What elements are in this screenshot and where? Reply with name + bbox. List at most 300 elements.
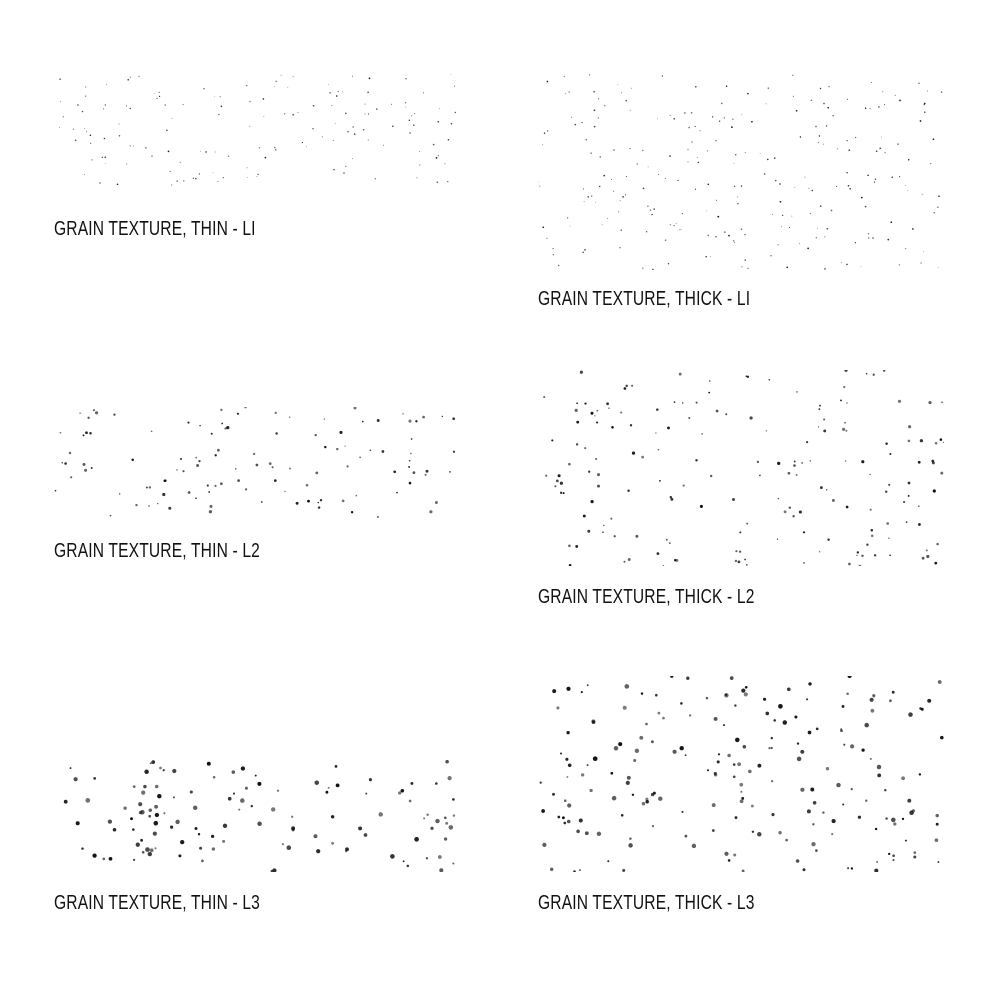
grain-dot <box>76 821 80 825</box>
grain-dot <box>908 495 910 497</box>
grain-dot <box>655 694 658 697</box>
grain-dot <box>588 471 590 473</box>
grain-dot <box>132 828 135 831</box>
grain-dot <box>724 693 728 697</box>
grain-dot <box>195 457 197 459</box>
grain-dot <box>590 152 592 154</box>
grain-dot <box>607 860 609 862</box>
grain-dot <box>584 249 586 251</box>
grain-dot <box>855 242 856 243</box>
grain-dot <box>383 145 384 146</box>
grain-dot <box>819 408 821 410</box>
grain-dot <box>583 515 586 518</box>
grain-dot <box>909 810 914 815</box>
grain-swatch-thick-l2 <box>538 370 944 566</box>
grain-dot <box>409 132 410 133</box>
grain-dot <box>142 851 145 854</box>
grain-dot <box>665 239 667 241</box>
grain-dot <box>163 769 165 771</box>
grain-dot <box>362 421 364 423</box>
grain-dot <box>669 542 671 544</box>
grain-dot <box>610 518 612 520</box>
grain-dot <box>811 100 812 101</box>
grain-dot <box>745 686 748 689</box>
grain-dot <box>832 499 835 502</box>
grain-dot <box>83 463 86 466</box>
grain-dot <box>803 562 805 564</box>
grain-dot <box>565 93 566 94</box>
grain-dot <box>673 118 675 120</box>
grain-dot <box>889 554 891 556</box>
grain-dot <box>155 813 159 817</box>
grain-dot <box>284 113 285 114</box>
grain-dot <box>846 172 847 173</box>
grain-dot <box>86 131 87 132</box>
grain-dot <box>597 485 600 488</box>
grain-dot <box>154 805 158 809</box>
grain-dot <box>778 831 781 834</box>
grain-dot <box>710 475 712 477</box>
grain-dot <box>745 259 746 260</box>
grain-dot <box>339 431 342 434</box>
grain-dot <box>793 464 796 467</box>
grain-dot <box>162 493 165 496</box>
grain-dot <box>60 101 61 102</box>
grain-dot <box>558 474 561 477</box>
grain-dot <box>113 414 115 416</box>
grain-dot <box>199 425 200 426</box>
grain-dot <box>707 150 708 151</box>
grain-dot <box>275 149 277 151</box>
grain-dot <box>733 763 736 766</box>
grain-dot <box>249 126 250 127</box>
grain-dot <box>169 171 170 172</box>
grain-dot <box>365 104 366 105</box>
grain-dot <box>826 767 829 770</box>
grain-dot <box>851 788 853 790</box>
grain-dot <box>810 788 814 792</box>
grain-dot <box>642 802 646 806</box>
grain-dot <box>747 268 748 269</box>
grain-dot <box>642 268 643 269</box>
grain-dot <box>604 105 605 106</box>
grain-dot <box>788 472 791 475</box>
grain-dot <box>105 163 106 164</box>
grain-dot <box>298 112 299 113</box>
grain-dot <box>752 831 754 833</box>
grain-dot <box>632 451 635 454</box>
grain-dot <box>613 191 614 192</box>
grain-dot <box>448 139 450 141</box>
grain-dot <box>885 442 887 444</box>
grain-dot <box>803 531 805 533</box>
grain-dot <box>712 829 715 832</box>
grain-dot <box>848 563 851 566</box>
grain-dot <box>689 714 691 716</box>
grain-dot <box>318 502 319 503</box>
grain-dot <box>808 731 812 735</box>
grain-dot <box>289 468 291 470</box>
grain-dot <box>691 141 692 142</box>
grain-dot <box>783 720 787 724</box>
grain-dot <box>670 224 671 225</box>
grain-dot <box>602 224 603 225</box>
grain-dot <box>307 500 310 503</box>
grain-dot <box>69 452 71 454</box>
grain-dot <box>246 85 247 86</box>
grain-dot <box>807 809 811 813</box>
grain-dot <box>195 178 197 180</box>
grain-dot <box>849 188 851 190</box>
grain-dot <box>576 443 578 445</box>
grain-dot <box>543 396 545 398</box>
grain-dot <box>746 564 748 566</box>
grain-dot <box>889 453 891 455</box>
grain-dot <box>336 448 338 450</box>
grain-dot <box>442 416 443 417</box>
grain-dot <box>151 155 152 156</box>
grain-dot <box>737 762 741 766</box>
grain-dot <box>919 707 921 709</box>
grain-dot <box>240 798 245 803</box>
grain-dot <box>329 92 330 93</box>
grain-dot <box>836 783 840 787</box>
grain-dot <box>151 430 153 432</box>
grain-dot <box>582 122 583 123</box>
grain-dot <box>707 183 709 185</box>
swatch-label-thin-l2: GRAIN TEXTURE, THIN - L2 <box>54 540 261 562</box>
grain-dot <box>188 491 191 494</box>
grain-dot <box>452 862 454 864</box>
grain-dot <box>130 817 133 820</box>
grain-dot <box>338 91 339 92</box>
grain-dot <box>874 869 878 872</box>
grain-dot <box>770 255 771 256</box>
grain-dot <box>626 781 630 785</box>
grain-dot <box>60 432 62 434</box>
grain-dot <box>585 831 589 835</box>
grain-dot <box>345 166 346 167</box>
grain-dot <box>912 228 914 230</box>
grain-dot <box>682 402 683 403</box>
grain-dot <box>680 746 684 750</box>
grain-dot <box>793 96 794 97</box>
grain-dot <box>542 843 546 847</box>
grain-dot <box>687 161 688 162</box>
grain-dot <box>642 150 643 151</box>
grain-dot <box>81 847 84 850</box>
grain-dot <box>133 859 135 861</box>
grain-dot <box>409 120 410 121</box>
grain-dot <box>832 115 833 116</box>
grain-dot <box>740 791 742 793</box>
grain-dot <box>173 796 175 798</box>
grain-dot <box>566 731 569 734</box>
grain-dot <box>682 213 683 214</box>
grain-dot <box>845 430 847 432</box>
grain-dot <box>741 797 744 800</box>
grain-dot <box>827 539 829 541</box>
grain-dot <box>316 849 320 853</box>
grain-dot <box>842 428 845 431</box>
grain-dot <box>663 565 665 566</box>
grain-dot <box>85 798 90 803</box>
grain-dot <box>439 868 443 872</box>
grain-dot <box>892 854 895 857</box>
grain-dot <box>390 854 395 859</box>
grain-dot <box>641 456 644 459</box>
grain-dot <box>737 197 738 198</box>
grain-dot <box>597 832 601 836</box>
grain-dot <box>884 104 885 105</box>
grain-dot <box>714 717 718 721</box>
grain-dot <box>847 867 849 869</box>
grain-dot <box>768 747 770 749</box>
grain-dot <box>351 511 353 513</box>
grain-dot <box>564 76 565 77</box>
grain-dot <box>908 482 911 485</box>
grain-dot <box>582 252 584 254</box>
grain-dot <box>922 194 923 195</box>
grain-dot <box>598 117 599 118</box>
grain-dot <box>335 123 336 124</box>
grain-dot <box>826 228 828 230</box>
grain-dot <box>398 791 401 794</box>
grain-dot <box>624 387 627 390</box>
grain-dot <box>882 91 883 92</box>
grain-dot <box>369 449 371 451</box>
grain-dot <box>718 753 720 755</box>
grain-dot <box>575 545 578 548</box>
grain-dot <box>673 225 674 226</box>
grain-dot <box>102 157 103 158</box>
grain-dot <box>203 88 204 89</box>
grain-dot <box>724 231 726 233</box>
grain-dot <box>886 522 889 525</box>
grain-dot <box>328 84 329 85</box>
grain-dot <box>352 126 353 127</box>
grain-dot <box>245 488 247 490</box>
grain-dot <box>764 173 766 175</box>
grain-dot <box>844 370 847 372</box>
grain-dot <box>579 869 581 871</box>
grain-dot <box>741 689 745 693</box>
grain-dot <box>347 465 349 467</box>
grain-dot <box>175 820 179 824</box>
grain-dot <box>815 126 817 128</box>
grain-dot <box>831 210 833 212</box>
grain-dot <box>214 485 216 487</box>
grain-dot <box>920 262 921 263</box>
grain-dot <box>247 177 248 178</box>
grain-dot <box>159 767 162 770</box>
grain-dot <box>848 185 850 187</box>
grain-dot <box>320 499 322 501</box>
grain-dot <box>739 551 741 553</box>
grain-dot <box>245 787 248 790</box>
grain-dot <box>836 186 837 187</box>
grain-dot <box>620 200 621 201</box>
grain-dot <box>631 385 633 387</box>
grain-dot <box>587 530 590 533</box>
grain-dot <box>741 228 742 229</box>
grain-dot <box>247 167 248 168</box>
grain-dot <box>415 420 417 422</box>
grain-dot <box>571 117 572 118</box>
grain-dot <box>871 82 872 83</box>
grain-dot <box>868 233 869 234</box>
grain-dot <box>318 506 320 508</box>
grain-dot <box>591 195 592 196</box>
grain-dot <box>630 110 631 111</box>
grain-dot <box>625 385 627 387</box>
grain-dot <box>176 469 178 471</box>
grain-dot <box>777 462 780 465</box>
grain-dot <box>90 134 92 136</box>
grain-dot <box>251 805 253 807</box>
grain-dot <box>419 165 420 166</box>
grain-dot <box>763 698 766 701</box>
grain-dot <box>652 214 653 215</box>
grain-dot <box>55 490 57 492</box>
grain-dot <box>187 422 189 424</box>
grain-dot <box>820 486 823 489</box>
grain-dot <box>453 814 455 816</box>
grain-dot <box>287 845 292 850</box>
grain-dot <box>133 785 136 788</box>
grain-dot <box>715 140 716 141</box>
grain-dot <box>63 116 64 117</box>
grain-dot <box>918 523 921 526</box>
swatch-label-thick-l2: GRAIN TEXTURE, THICK - L2 <box>538 586 755 608</box>
grain-dot <box>780 201 782 203</box>
grain-dot <box>119 493 120 494</box>
grain-dot <box>901 776 905 780</box>
grain-dot <box>700 505 703 508</box>
grain-dot <box>90 143 91 144</box>
grain-dot <box>444 837 447 840</box>
grain-dot <box>602 531 604 533</box>
grain-dot <box>701 433 702 434</box>
grain-dot <box>211 835 214 838</box>
grain-dot <box>91 159 92 160</box>
grain-dot <box>306 484 309 487</box>
grain-dot <box>674 401 676 403</box>
grain-dot <box>99 182 100 183</box>
grain-dot <box>875 828 877 830</box>
grain-dot <box>554 485 556 487</box>
grain-dot <box>435 782 438 785</box>
grain-dot <box>85 87 86 88</box>
grain-dot <box>766 104 767 105</box>
grain-dot <box>552 689 556 693</box>
grain-dot <box>744 559 746 561</box>
grain-dot <box>333 169 334 170</box>
grain-dot <box>796 391 798 393</box>
grain-dot <box>827 107 829 109</box>
grain-dot <box>913 855 916 858</box>
grain-dot <box>869 108 870 109</box>
grain-dot <box>275 412 277 414</box>
grain-dot <box>409 800 412 803</box>
grain-dot <box>653 208 655 210</box>
grain-dot <box>651 214 652 215</box>
grain-dot <box>333 140 334 141</box>
grain-dot <box>594 126 596 128</box>
grain-dot <box>688 127 690 129</box>
grain-dot <box>846 264 848 266</box>
grain-dot <box>553 248 554 249</box>
grain-dot <box>274 479 277 482</box>
grain-dot <box>673 750 677 754</box>
grain-dot <box>109 857 113 861</box>
grain-dot <box>148 815 151 818</box>
grain-dot <box>760 153 761 154</box>
grain-dot <box>610 772 613 775</box>
grain-dot <box>453 451 455 453</box>
grain-dot <box>844 422 846 424</box>
grain-dot <box>747 93 749 95</box>
grain-dot <box>355 495 357 497</box>
grain-dot <box>819 405 821 407</box>
grain-dot <box>920 439 923 442</box>
grain-dot <box>541 809 545 813</box>
grain-dot <box>413 471 416 474</box>
grain-dot <box>792 515 794 517</box>
grain-dot <box>941 91 942 92</box>
grain-dot <box>391 104 392 105</box>
grain-dot <box>902 818 904 820</box>
grain-dot <box>784 510 787 513</box>
grain-dot <box>843 386 845 388</box>
grain-dot <box>154 821 159 826</box>
grain-dot <box>707 235 708 236</box>
grain-dot <box>744 234 745 235</box>
grain-dot <box>590 412 593 415</box>
grain-dot <box>547 81 549 83</box>
grain-dot <box>905 840 907 842</box>
grain-dot <box>608 408 609 409</box>
grain-dot <box>927 90 928 91</box>
grain-dot <box>212 847 215 850</box>
grain-dot <box>154 93 155 94</box>
grain-dot <box>190 790 193 793</box>
grain-dot <box>255 775 257 777</box>
grain-dot <box>145 147 146 148</box>
grain-dot <box>757 461 759 463</box>
grain-dot <box>220 96 221 97</box>
grain-dot <box>872 694 875 697</box>
grain-dot <box>626 176 627 177</box>
grain-dot <box>801 462 802 463</box>
grain-dot <box>168 151 170 153</box>
grain-dot <box>620 411 622 413</box>
grain-dot <box>567 820 571 824</box>
grain-dot <box>791 216 792 217</box>
grain-dot <box>883 370 886 372</box>
grain-dot <box>163 812 165 814</box>
grain-dot <box>741 266 742 267</box>
grain-dot <box>665 178 666 179</box>
grain-dot <box>140 839 143 842</box>
grain-dot <box>881 137 882 138</box>
grain-dot <box>408 466 410 468</box>
grain-dot <box>445 822 448 825</box>
grain-dot <box>284 491 285 492</box>
grain-dot <box>789 506 791 508</box>
grain-dot <box>226 426 229 429</box>
grain-dot <box>714 773 717 776</box>
